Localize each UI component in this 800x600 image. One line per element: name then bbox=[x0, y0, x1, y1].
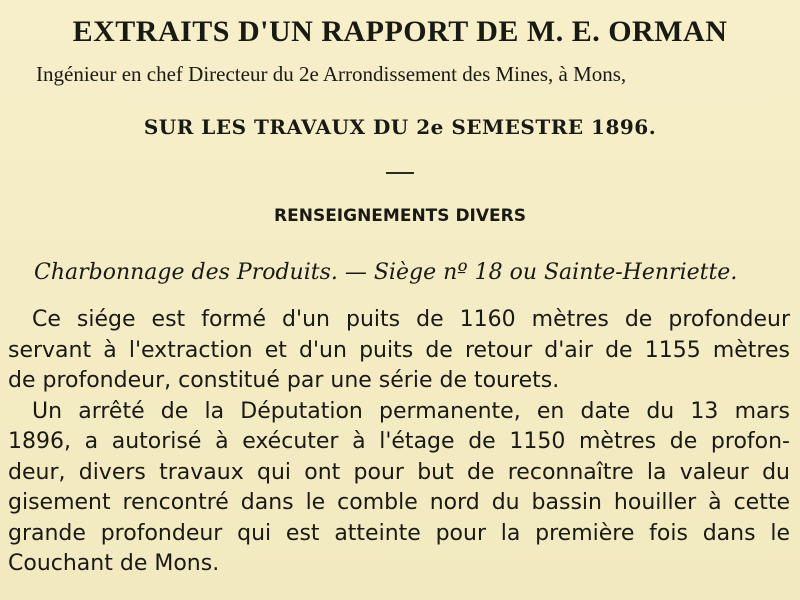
section-heading: RENSEIGNEMENTS DIVERS bbox=[274, 206, 526, 226]
paragraph-1 bbox=[8, 305, 790, 397]
paragraph-2 bbox=[8, 397, 790, 580]
paragraph-line: grande profondeur qui est atteinte pour la première fois dans le bbox=[8, 520, 790, 546]
section-divider bbox=[386, 172, 414, 174]
paragraph-line: Couchant de Mons. bbox=[8, 551, 220, 576]
paragraph-line: gisement rencontré dans le comble nord du bassin houiller à cette bbox=[8, 490, 790, 515]
report-title: EXTRAITS D'UN RAPPORT DE M. E. ORMAN bbox=[72, 15, 728, 48]
paragraph-line: de profondeur, constitué par une série de tourets. bbox=[8, 368, 560, 393]
paragraph-line: deur, divers travaux qui ont pour but de reconnaître la valeur du bbox=[8, 459, 790, 485]
paragraph-line: 1896, a autorisé à exécuter à l'étage de 1150 mètres de profon- bbox=[8, 429, 790, 454]
body-text bbox=[8, 305, 790, 580]
paragraph-line: servant à l'extraction et d'un puits de retour d'air de 1155 mètres bbox=[8, 337, 790, 363]
paragraph-line: Un arrêté de la Députation permanente, en date du 13 mars bbox=[32, 398, 790, 424]
paragraph-line: Ce siége est formé d'un puits de 1160 mètres de profondeur bbox=[32, 307, 790, 332]
report-semester: SUR LES TRAVAUX DU 2e SEMESTRE 1896. bbox=[143, 115, 657, 139]
place-heading: Charbonnage des Produits. — Siège nº 18 ou Sainte-Henriette. bbox=[34, 260, 738, 285]
report-subtitle: Ingénieur en chef Directeur du 2e Arrondissement des Mines, à Mons, bbox=[36, 62, 627, 86]
